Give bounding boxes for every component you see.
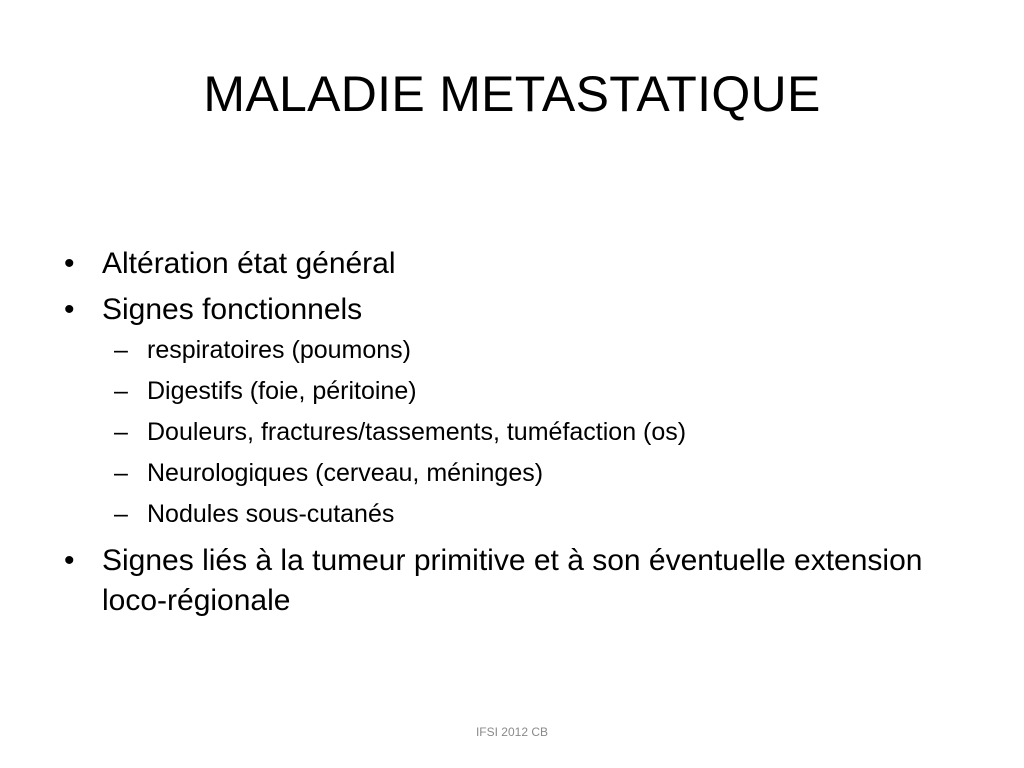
bullet-item xyxy=(64,290,964,330)
dash-glyph: – xyxy=(114,500,128,528)
sub-bullet-item xyxy=(64,453,964,494)
bullet-item xyxy=(64,244,964,284)
sub-bullet-text: Douleurs, fractures/tassements, tuméfaction (os) xyxy=(147,418,687,446)
sub-bullet-item xyxy=(64,371,964,412)
sub-bullet-item xyxy=(64,412,964,453)
bullet-item xyxy=(64,541,964,621)
dash-glyph: – xyxy=(114,418,128,446)
slide-title: MALADIE METASTATIQUE xyxy=(203,66,821,122)
sub-bullet-item xyxy=(64,330,964,371)
bullet-text: Altération état général xyxy=(102,247,396,280)
sub-bullet-text: Digestifs (foie, péritoine) xyxy=(147,377,417,405)
slide-footer: IFSI 2012 CB xyxy=(475,725,549,739)
bullet-list xyxy=(64,238,964,621)
dash-glyph: – xyxy=(114,377,128,405)
dash-glyph: – xyxy=(114,336,128,364)
bullet-text: Signes liés à la tumeur primitive et à son éventuelle extension loco-régionale xyxy=(102,544,923,617)
sub-bullet-text: respiratoires (poumons) xyxy=(147,336,411,364)
sub-bullet-text: Neurologiques (cerveau, méninges) xyxy=(147,459,544,487)
dash-glyph: – xyxy=(114,459,128,487)
bullet-glyph: • xyxy=(64,544,75,577)
sub-bullet-text: Nodules sous-cutanés xyxy=(147,500,395,528)
bullet-text: Signes fonctionnels xyxy=(102,293,363,326)
bullet-glyph: • xyxy=(64,293,75,326)
sub-bullet-item xyxy=(64,494,964,535)
sub-bullet-list xyxy=(64,330,964,535)
bullet-glyph: • xyxy=(64,247,75,280)
